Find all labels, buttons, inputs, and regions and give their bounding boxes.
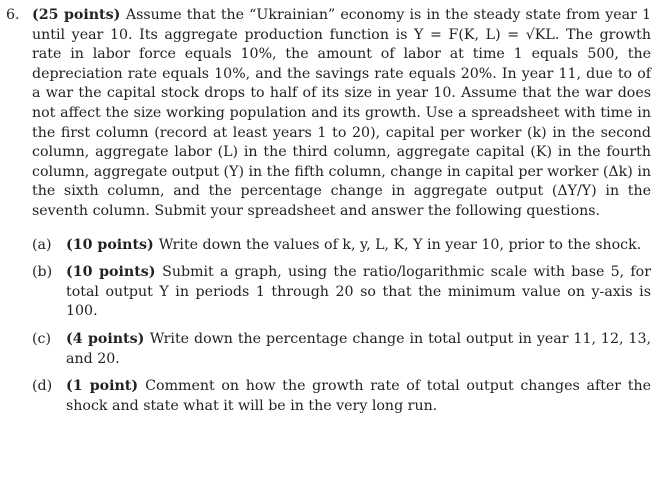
subquestion-b (32, 263, 651, 322)
subquestion-points: (1 point) (66, 378, 146, 395)
subquestion-points: (10 points) (66, 236, 159, 253)
subquestion-label: (b) (32, 264, 53, 281)
subquestion-points: (4 points) (66, 330, 150, 347)
subquestion-text (66, 263, 651, 322)
subquestion-body: Write down the percentage change in total output in year 11, 12, 13, and 20. (66, 330, 651, 367)
subquestion-a (32, 236, 651, 256)
subquestion-list (6, 236, 651, 417)
problem-text: Assume that the “Ukrainian” economy is in the steady state from year 1 until year 10. Its aggregate production function is Y = F(K, L) = √KL. The growth rate in labor force equals 10%, the amount of labor at time 1 equals 500, the depreciation rate equals 10%, and the savings rate equals 20%. In year 11, due to of a war the capital stock drops to half of its size in year 10. Assume that the war does not affect the size working population and its growth. Use a spreadsheet with time in the first column (record at least years 1 to 20), capital per worker (k) in the second column, aggregate labor (L) in the third column, aggregate capital (K) in the fourth column, aggregate output (Y) in the fifth column, change in capital per worker (Δk) in the sixth column, and the percentage change in aggregate output (ΔY/Y) in the seventh column. Submit your spreadsheet and answer the following questions. (32, 7, 651, 219)
subquestion-text (66, 236, 651, 256)
subquestion-body: Submit a graph, using the ratio/logarithmic scale with base 5, for total output Y in periods 1 through 20 so that the minimum value on y-axis is 100. (66, 264, 651, 320)
subquestion-label: (a) (32, 236, 52, 253)
subquestion-body: Comment on how the growth rate of total output changes after the shock and state what it will be in the very long run. (66, 378, 651, 414)
subquestion-body: Write down the values of k, y, L, K, Y in year 10, prior to the shock. (158, 236, 642, 253)
subquestion-text (66, 377, 651, 416)
problem-6 (6, 6, 651, 222)
subquestion-text (66, 330, 651, 369)
problem-number: 6. (6, 7, 20, 23)
subquestion-label: (c) (32, 330, 52, 347)
subquestion-c (32, 330, 651, 369)
problem-statement (32, 6, 651, 222)
problem-points: (25 points) (32, 7, 126, 23)
subquestion-points: (10 points) (66, 264, 163, 281)
subquestion-d (32, 377, 651, 416)
subquestion-label: (d) (32, 378, 53, 395)
